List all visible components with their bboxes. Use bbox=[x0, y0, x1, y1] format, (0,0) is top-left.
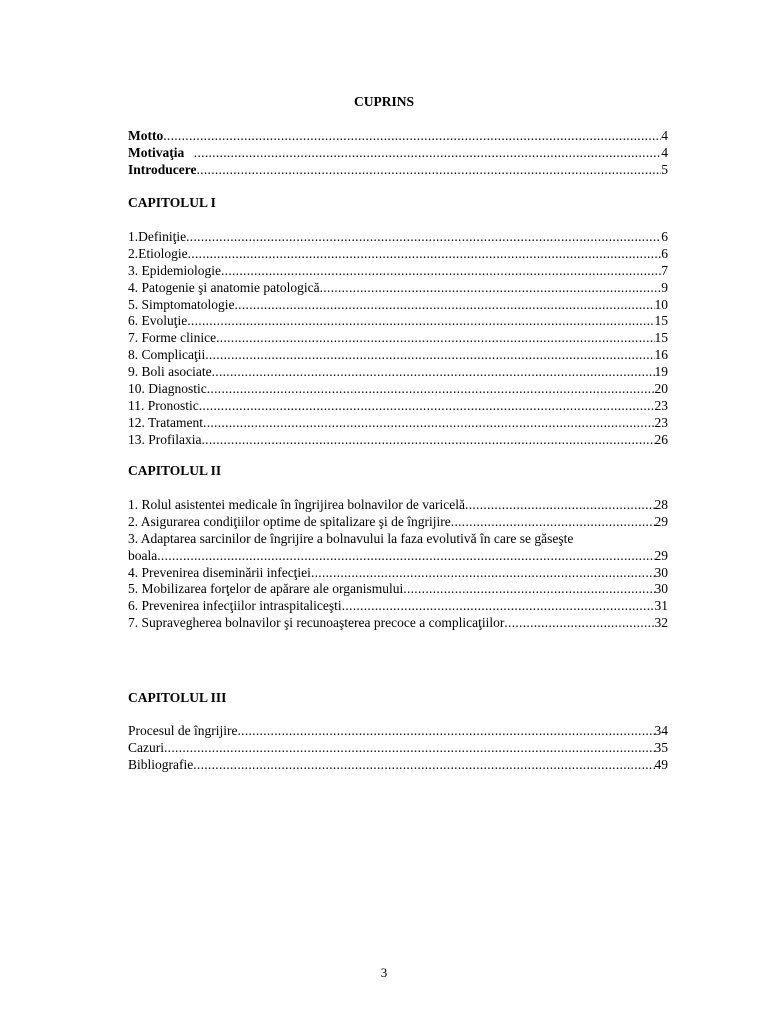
dot-leader bbox=[451, 514, 655, 531]
toc-entry-label: 7. Forme clinice bbox=[128, 330, 217, 346]
toc-entry-label: boala bbox=[128, 547, 158, 563]
toc-entry bbox=[128, 565, 668, 582]
dot-leader bbox=[194, 145, 661, 162]
dot-leader bbox=[186, 229, 661, 246]
toc-entry-label: 5. Mobilizarea forţelor de apărare ale organismului bbox=[128, 581, 404, 597]
toc-entry-label: 4. Prevenirea diseminării infecţiei bbox=[128, 564, 311, 580]
dot-leader bbox=[342, 598, 655, 615]
toc-entry-page: 7 bbox=[661, 262, 668, 278]
toc-entry-label: 12. Tratament bbox=[128, 414, 204, 430]
page-title-text: CUPRINS bbox=[353, 94, 414, 109]
dot-leader bbox=[203, 415, 654, 432]
toc-entry-label: 6. Evoluţie bbox=[128, 313, 188, 329]
toc-entry-motto bbox=[128, 128, 668, 145]
dot-leader bbox=[216, 330, 654, 347]
toc-entry bbox=[128, 581, 668, 598]
toc-entry-page: 16 bbox=[654, 347, 668, 363]
toc-entry-page: 19 bbox=[654, 364, 668, 380]
toc-entry-label: 9. Boli asociate bbox=[128, 364, 212, 380]
toc-entry bbox=[128, 381, 668, 398]
toc-entry-page: 23 bbox=[654, 397, 668, 413]
toc-entry-label: Bibliografie bbox=[128, 756, 194, 772]
toc-entry-label: Motto bbox=[128, 128, 164, 143]
toc-entry-page: 4 bbox=[661, 144, 668, 160]
dot-leader bbox=[193, 757, 654, 774]
dot-leader bbox=[164, 740, 655, 757]
toc-entry-label: Introducere bbox=[128, 161, 197, 177]
toc-entry-label: 1.Definiţie bbox=[128, 229, 187, 244]
toc-entry-page: 29 bbox=[654, 513, 668, 529]
dot-leader bbox=[202, 432, 655, 449]
toc-entry-page: 30 bbox=[654, 581, 668, 597]
toc-entry bbox=[128, 757, 668, 774]
toc-entry-label: 3. Adaptarea sarcinilor de îngrijire a bolnavului la faza evolutivă în care se găseşte bbox=[128, 530, 574, 546]
chapter-2-list bbox=[128, 497, 668, 632]
toc-entry-page: 5 bbox=[661, 161, 668, 177]
toc-entry-page: 9 bbox=[661, 279, 668, 295]
toc-entry-page: 20 bbox=[654, 381, 668, 397]
dot-leader bbox=[235, 297, 655, 314]
dot-leader bbox=[163, 128, 661, 145]
toc-entry bbox=[128, 740, 668, 757]
toc-entry-motivatia bbox=[128, 145, 668, 162]
toc-entry bbox=[128, 598, 668, 615]
toc-entry-page: 28 bbox=[654, 497, 668, 512]
toc-entry bbox=[128, 313, 668, 330]
toc-entry-label: 1. Rolul asistentei medicale în îngrijirea bolnavilor de varicelă bbox=[128, 497, 466, 512]
toc-entry bbox=[128, 432, 668, 449]
dot-leader bbox=[311, 565, 655, 582]
toc-entry bbox=[128, 280, 668, 297]
toc-entry-label: 3. Epidemiologie bbox=[128, 262, 221, 278]
toc-entry bbox=[128, 330, 668, 347]
toc-entry-page: 15 bbox=[654, 330, 668, 346]
dot-leader bbox=[212, 364, 655, 381]
toc-entry bbox=[128, 229, 668, 246]
toc-entry bbox=[128, 246, 668, 263]
toc-entry-page: 15 bbox=[654, 313, 668, 329]
toc-entry-page: 23 bbox=[654, 414, 668, 430]
dot-leader bbox=[465, 497, 654, 514]
toc-entry-label: 2. Asigurarea condiţiilor optime de spitalizare şi de îngrijire bbox=[128, 513, 451, 529]
toc-entry-introducere bbox=[128, 162, 668, 179]
toc-entry bbox=[128, 398, 668, 415]
toc-entry-label: 5. Simptomatologie bbox=[128, 296, 235, 312]
toc-entry-page: 49 bbox=[654, 756, 668, 772]
toc-entry-label: 10. Diagnostic bbox=[128, 381, 207, 397]
toc-entry-label: 2.Etiologie bbox=[128, 245, 188, 261]
dot-leader bbox=[320, 280, 662, 297]
toc-entry-page: 26 bbox=[654, 431, 668, 447]
dot-leader bbox=[205, 347, 654, 364]
toc-entry-page: 35 bbox=[654, 739, 668, 755]
toc-entry-page: 34 bbox=[654, 723, 668, 738]
toc-entry-wrapped-first bbox=[128, 531, 668, 548]
toc-intro bbox=[128, 128, 668, 179]
toc-entry-page: 10 bbox=[654, 296, 668, 312]
toc-entry-page: 6 bbox=[661, 229, 668, 244]
toc-entry bbox=[128, 514, 668, 531]
toc-entry-label: 8. Complicaţii bbox=[128, 347, 206, 363]
toc-entry-page: 32 bbox=[654, 615, 668, 631]
dot-leader bbox=[188, 246, 662, 263]
toc-entry-page: 29 bbox=[654, 547, 668, 563]
toc-entry-page: 30 bbox=[654, 564, 668, 580]
chapter-1-heading: CAPITOLUL I bbox=[128, 195, 216, 210]
toc-entry-label: 4. Patogenie şi anatomie patologică bbox=[128, 279, 320, 295]
chapter-3-list bbox=[128, 723, 668, 774]
chapter-2-heading: CAPITOLUL II bbox=[128, 463, 222, 478]
toc-entry bbox=[128, 297, 668, 314]
toc-entry-label: Procesul de îngrijire bbox=[128, 723, 238, 738]
toc-entry-label: Motivaţia bbox=[128, 144, 185, 160]
toc-entry-label: Cazuri bbox=[128, 739, 164, 755]
toc-entry bbox=[128, 497, 668, 514]
toc-entry bbox=[128, 263, 668, 280]
toc-entry bbox=[128, 615, 668, 632]
dot-leader bbox=[221, 263, 661, 280]
toc-entry-label: 11. Pronostic bbox=[128, 397, 199, 413]
toc-entry-label: 13. Profilaxia bbox=[128, 431, 202, 447]
toc-entry-wrapped-second bbox=[128, 548, 668, 565]
toc-entry bbox=[128, 415, 668, 432]
toc-entry-label: 7. Supravegherea bolnavilor şi recunoaşterea precoce a complicaţiilor bbox=[128, 615, 505, 631]
dot-leader bbox=[157, 548, 654, 565]
toc-entry-page: 6 bbox=[661, 245, 668, 261]
toc-entry bbox=[128, 723, 668, 740]
chapter-1-list bbox=[128, 229, 668, 449]
chapter-3-heading: CAPITOLUL III bbox=[128, 690, 227, 705]
toc-entry-page: 31 bbox=[654, 598, 668, 614]
toc-entry bbox=[128, 347, 668, 364]
dot-leader bbox=[187, 313, 654, 330]
toc-entry bbox=[128, 364, 668, 381]
dot-leader bbox=[197, 162, 662, 179]
dot-leader bbox=[199, 398, 655, 415]
dot-leader bbox=[207, 381, 655, 398]
page-title bbox=[0, 94, 768, 110]
toc-entry-label: 6. Prevenirea infecţiilor intraspitaliceşti bbox=[128, 598, 342, 614]
dot-leader bbox=[504, 615, 654, 632]
page-number: 3 bbox=[380, 965, 388, 980]
toc-entry-page: 4 bbox=[661, 128, 668, 143]
dot-leader bbox=[237, 723, 654, 740]
dot-leader bbox=[403, 581, 654, 598]
